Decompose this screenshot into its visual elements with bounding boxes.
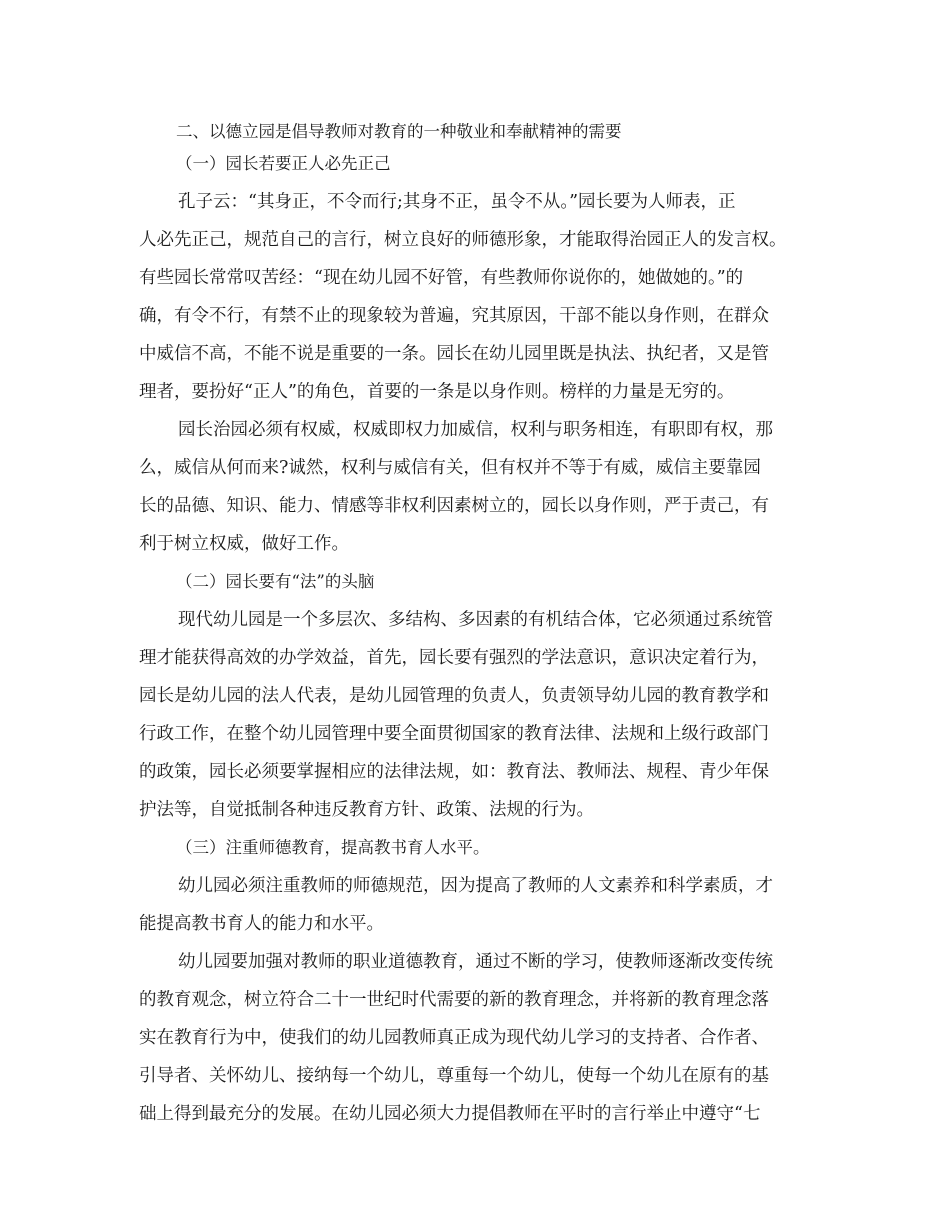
paragraph-line: 理才能获得高效的办学效益，首先，园长要有强烈的学法意识，意识决定着行为，: [139, 648, 769, 668]
paragraph-line: 么，威信从何而来?诚然，权利与威信有关，但有权并不等于有威，威信主要靠园: [139, 458, 761, 478]
paragraph-line: 引导者、关怀幼儿、接纳每一个幼儿，尊重每一个幼儿，使每一个幼儿在原有的基: [139, 1066, 769, 1086]
paragraph-line: 理者，要扮好“正人”的角色，首要的一条是以身作则。榜样的力量是无穷的。: [139, 382, 735, 402]
paragraph-line: 确，有令不行，有禁不止的现象较为普遍，究其原因，干部不能以身作则，在群众: [139, 306, 769, 326]
paragraph-line: 园长是幼儿园的法人代表，是幼儿园管理的负责人，负责领导幼儿园的教育教学和: [139, 686, 769, 706]
paragraph-line: 有些园长常常叹苦经：“现在幼儿园不好管，有些教师你说你的，她做她的。”的: [139, 268, 744, 288]
paragraph-line: 础上得到最充分的发展。在幼儿园必须大力提倡教师在平时的言行举止中遵守“七: [139, 1104, 761, 1124]
paragraph-line: 的政策，园长必须要掌握相应的法律法规，如：教育法、教师法、规程、青少年保: [139, 762, 769, 782]
paragraph-line: 人必先正己，规范自己的言行，树立良好的师德形象，才能取得治园正人的发言权。: [139, 230, 787, 250]
paragraph-line: 长的品德、知识、能力、情感等非权利因素树立的，园长以身作则，严于责己，有: [139, 496, 769, 516]
subsection-heading-3: （三）注重师德教育，提高教书育人水平。: [176, 838, 490, 857]
paragraph-line: 幼儿园要加强对教师的职业道德教育，通过不断的学习，使教师逐渐改变传统: [178, 952, 773, 972]
paragraph-line: 孔子云：“其身正，不令而行;其身不正，虽令不从。”园长要为人师表，正: [178, 192, 736, 212]
section-heading: 二、以德立园是倡导教师对教育的一种敬业和奉献精神的需要: [176, 122, 622, 141]
paragraph-line: 幼儿园必须注重教师的师德规范，因为提高了教师的人文素养和科学素质，才: [178, 876, 773, 896]
paragraph-line: 园长治园必须有权威，权威即权力加威信，权利与职务相连，有职即有权，那: [178, 420, 773, 440]
paragraph-line: 能提高教书育人的能力和水平。: [139, 914, 384, 934]
paragraph-line: 现代幼儿园是一个多层次、多结构、多因素的有机结合体，它必须通过系统管: [178, 610, 773, 630]
paragraph-line: 行政工作，在整个幼儿园管理中要全面贯彻国家的教育法律、法规和上级行政部门: [139, 724, 769, 744]
paragraph-line: 中威信不高，不能不说是重要的一条。园长在幼儿园里既是执法、执纪者，又是管: [139, 344, 769, 364]
paragraph-line: 利于树立权威，做好工作。: [139, 534, 349, 554]
paragraph-line: 的教育观念，树立符合二十一世纪时代需要的新的教育理念，并将新的教育理念落: [139, 990, 769, 1010]
paragraph-line: 护法等，自觉抵制各种违反教育方针、政策、法规的行为。: [139, 800, 594, 820]
subsection-heading-2: （二）园长要有“法”的头脑: [176, 572, 375, 591]
paragraph-line: 实在教育行为中，使我们的幼儿园教师真正成为现代幼儿学习的支持者、合作者、: [139, 1028, 769, 1048]
subsection-heading-1: （一）园长若要正人必先正己: [176, 154, 391, 173]
